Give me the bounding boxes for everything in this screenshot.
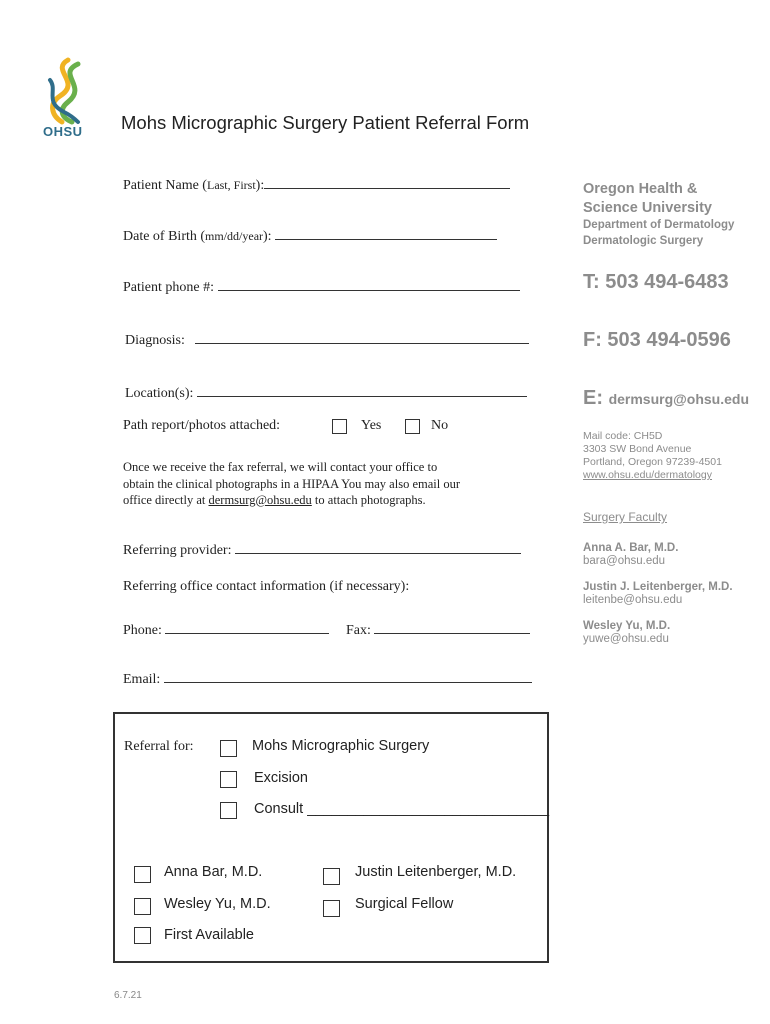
- surgical-fellow-checkbox[interactable]: [323, 900, 340, 917]
- faculty-name: Anna A. Bar, M.D.: [583, 542, 679, 554]
- dob-suffix: ):: [263, 229, 272, 244]
- diagnosis-input-line[interactable]: [195, 329, 529, 344]
- faculty-email[interactable]: leitenbe@ohsu.edu: [583, 594, 683, 606]
- surgical-fellow-label: Surgical Fellow: [355, 896, 454, 912]
- patient-name-suffix: ):: [255, 178, 265, 193]
- office-phone-field[interactable]: [123, 619, 329, 639]
- department: [583, 217, 734, 249]
- anna-bar-label: Anna Bar, M.D.: [164, 864, 263, 880]
- path-report-label: Path report/photos attached:: [123, 418, 281, 433]
- dob-hint: mm/dd/year: [205, 229, 264, 243]
- diagnosis-label: Diagnosis:: [125, 333, 185, 348]
- office-phone-input-line[interactable]: [165, 619, 329, 634]
- patient-phone-label: Patient phone #:: [123, 280, 214, 295]
- justin-leitenberger-checkbox[interactable]: [323, 868, 340, 885]
- excision-label: Excision: [254, 770, 308, 786]
- diagnosis-field[interactable]: [125, 329, 529, 349]
- fax-number: F: 503 494-0596: [583, 329, 731, 351]
- path-report-row: [123, 418, 280, 434]
- first-available-label: First Available: [164, 927, 254, 943]
- logo-wordmark: OHSU: [43, 124, 83, 139]
- wesley-yu-checkbox[interactable]: [134, 898, 151, 915]
- mohs-surgery-checkbox[interactable]: [220, 740, 237, 757]
- no-checkbox[interactable]: [405, 419, 420, 434]
- department-line-1: Department of Dermatology: [583, 219, 735, 231]
- street-address: 3303 SW Bond Avenue: [583, 443, 692, 455]
- city-state-zip: Portland, Oregon 97239-4501: [583, 456, 722, 468]
- faculty-email[interactable]: yuwe@ohsu.edu: [583, 633, 669, 645]
- office-fax-label: Fax:: [346, 623, 371, 638]
- consult-label: Consult ______________________________: [254, 801, 550, 817]
- referring-provider-field[interactable]: [123, 539, 521, 559]
- faculty-heading: Surgery Faculty: [583, 510, 668, 524]
- office-email-field[interactable]: [123, 668, 532, 688]
- note-line-2: obtain the clinical photographs in a HIPAA You may also email our: [123, 476, 460, 491]
- office-email-input-line[interactable]: [164, 668, 532, 683]
- mohs-surgery-label: Mohs Micrographic Surgery: [252, 738, 430, 754]
- office-fax-field[interactable]: [346, 619, 530, 639]
- contact-email-address[interactable]: dermsurg@ohsu.edu: [608, 391, 750, 407]
- faculty-name: Justin J. Leitenberger, M.D.: [583, 581, 733, 593]
- dob-label: Date of Birth (: [123, 229, 206, 244]
- referring-provider-input-line[interactable]: [235, 539, 521, 554]
- website-link[interactable]: www.ohsu.edu/dermatology: [583, 469, 712, 481]
- referral-for-label: Referral for:: [124, 739, 194, 754]
- patient-name-label: Patient Name (: [123, 178, 207, 193]
- wesley-yu-label: Wesley Yu, M.D.: [164, 896, 271, 912]
- dermsurg-email-link[interactable]: dermsurg@ohsu.edu: [208, 493, 312, 507]
- office-contact-heading: Referring office contact information (if necessary):: [123, 579, 410, 594]
- office-email-label: Email:: [123, 672, 161, 687]
- office-fax-input-line[interactable]: [374, 619, 530, 634]
- faculty-entry: [583, 581, 733, 607]
- patient-name-field[interactable]: [123, 174, 510, 194]
- contact-email: [583, 387, 749, 410]
- patient-name-input-line[interactable]: [264, 174, 510, 189]
- note-line-3-prefix: office directly at: [123, 493, 209, 507]
- form-title: Mohs Micrographic Surgery Patient Referral Form: [121, 112, 530, 133]
- faculty-entry: [583, 542, 678, 568]
- faculty-name: Wesley Yu, M.D.: [583, 620, 671, 632]
- department-line-2: Dermatologic Surgery: [583, 235, 704, 247]
- yes-label: Yes: [361, 418, 382, 433]
- patient-name-hint: Last, First: [206, 178, 256, 192]
- mail-code: Mail code: CH5D: [583, 430, 663, 442]
- consult-checkbox[interactable]: [220, 802, 237, 819]
- patient-phone-input-line[interactable]: [218, 276, 520, 291]
- org-name-line-1: Oregon Health &: [583, 181, 698, 197]
- location-label: Location(s):: [125, 386, 194, 401]
- org-name: [583, 180, 712, 218]
- org-name-line-2: Science University: [583, 200, 712, 216]
- anna-bar-checkbox[interactable]: [134, 866, 151, 883]
- location-field[interactable]: [125, 382, 527, 402]
- office-phone-label: Phone:: [123, 623, 162, 638]
- referring-provider-label: Referring provider:: [123, 543, 232, 558]
- patient-phone-field[interactable]: [123, 276, 520, 296]
- excision-checkbox[interactable]: [220, 771, 237, 788]
- yes-checkbox[interactable]: [332, 419, 347, 434]
- fax-referral-note: [123, 459, 460, 509]
- faculty-entry: [583, 620, 670, 646]
- telephone-number: T: 503 494-6483: [583, 271, 729, 293]
- dob-input-line[interactable]: [275, 225, 497, 240]
- faculty-email[interactable]: bara@ohsu.edu: [583, 555, 666, 567]
- location-input-line[interactable]: [197, 382, 527, 397]
- mailing-address: [583, 430, 722, 482]
- note-line-1: Once we receive the fax referral, we will contact your office to: [123, 460, 438, 474]
- first-available-checkbox[interactable]: [134, 927, 151, 944]
- no-label: No: [431, 418, 449, 433]
- justin-leitenberger-label: Justin Leitenberger, M.D.: [355, 864, 517, 880]
- note-line-3-suffix: to attach photographs.: [311, 493, 426, 507]
- email-prefix: E:: [583, 387, 603, 409]
- dob-field[interactable]: [123, 225, 497, 245]
- revision-date: 6.7.21: [114, 990, 142, 1001]
